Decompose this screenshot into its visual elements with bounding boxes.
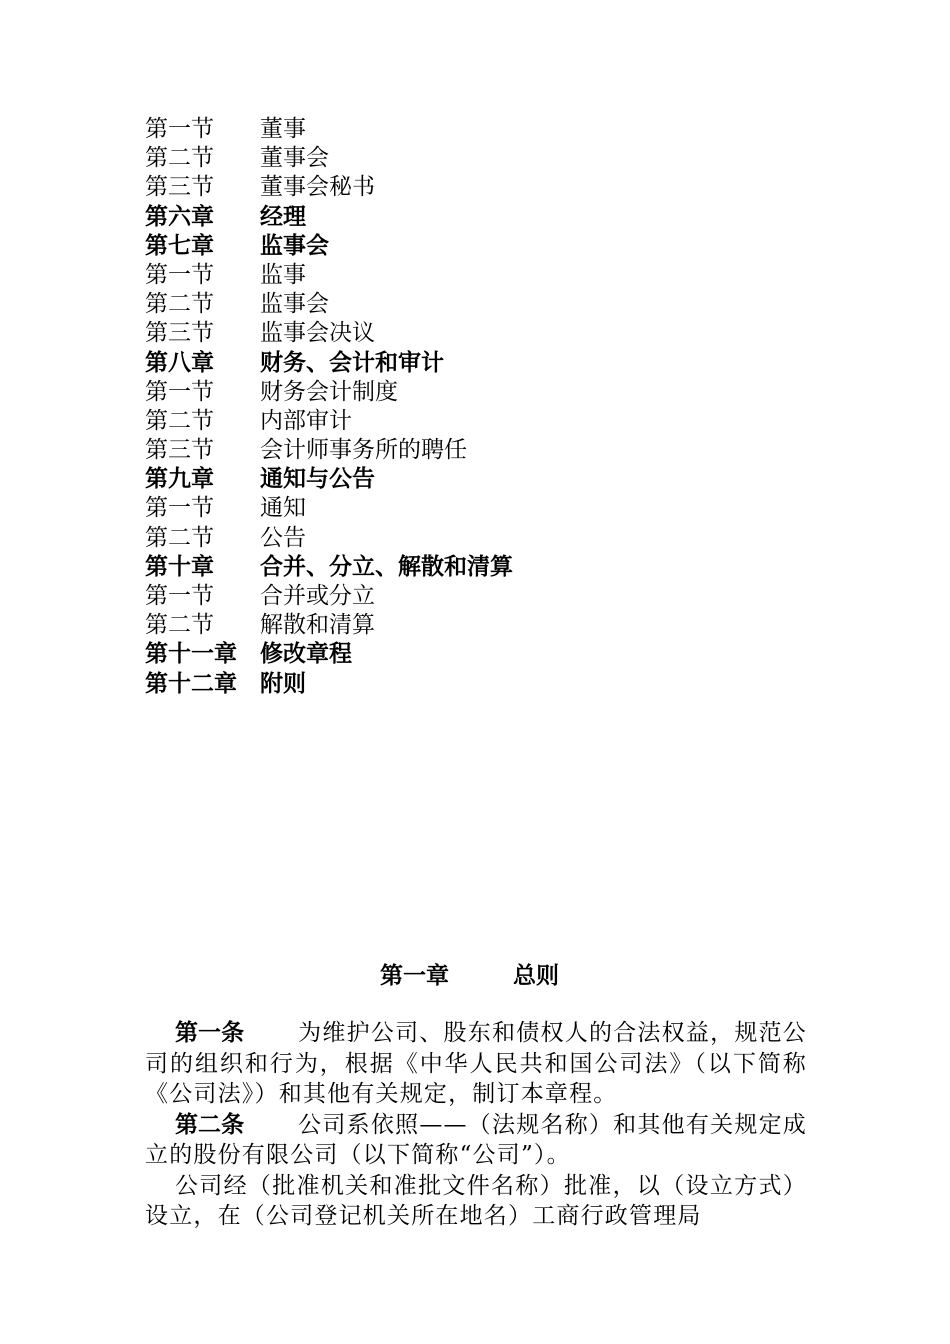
toc-entry-title: 监事会 <box>260 291 329 318</box>
toc-entry-number: 第二节 <box>145 145 214 172</box>
chapter-number: 第一章 <box>380 963 449 989</box>
chapter-body <box>145 1018 807 1232</box>
toc-entry-number: 第八章 <box>145 349 214 376</box>
toc-entry-title: 通知 <box>260 495 306 522</box>
toc-entry-title: 监事会 <box>260 232 329 259</box>
table-of-contents <box>145 115 845 699</box>
toc-entry <box>145 203 845 232</box>
toc-entry-number: 第一节 <box>145 378 214 405</box>
toc-entry <box>145 349 845 378</box>
toc-entry-number: 第二节 <box>145 291 214 318</box>
toc-entry-number: 第二节 <box>145 524 214 551</box>
toc-entry-number: 第一节 <box>145 261 214 288</box>
toc-entry-title: 监事 <box>260 261 306 288</box>
toc-entry <box>145 319 845 348</box>
toc-entry-title: 会计师事务所的聘任 <box>260 437 467 464</box>
toc-entry <box>145 553 845 582</box>
toc-entry <box>145 173 845 202</box>
toc-entry-number: 第二节 <box>145 612 214 639</box>
article-label: 第一条 <box>175 1020 245 1046</box>
toc-entry <box>145 670 845 699</box>
toc-entry-number: 第七章 <box>145 232 214 259</box>
toc-entry-title: 财务、会计和审计 <box>260 349 444 376</box>
toc-entry-number: 第一节 <box>145 495 214 522</box>
toc-entry <box>145 436 845 465</box>
toc-entry-number: 第九章 <box>145 466 214 493</box>
chapter-title: 总则 <box>513 963 559 989</box>
article-paragraph <box>145 1018 807 1110</box>
toc-entry-title: 合并、分立、解散和清算 <box>260 553 513 580</box>
toc-entry-title: 解散和清算 <box>260 612 375 639</box>
toc-entry <box>145 494 845 523</box>
toc-entry <box>145 378 845 407</box>
toc-entry-number: 第十章 <box>145 553 214 580</box>
article-paragraph <box>145 1171 807 1232</box>
toc-entry <box>145 465 845 494</box>
toc-entry-title: 监事会决议 <box>260 320 375 347</box>
toc-entry-title: 董事会 <box>260 145 329 172</box>
toc-entry-number: 第三节 <box>145 320 214 347</box>
article-text: 公司系依照——（法规名称）和其他有关规定成立的股份有限公司（以下简称“公司”）。 <box>145 1111 808 1168</box>
toc-entry-number: 第三节 <box>145 174 214 201</box>
toc-entry-title: 董事会秘书 <box>260 174 375 201</box>
article-text: 为维护公司、股东和债权人的合法权益，规范公司的组织和行为，根据《中华人民共和国公司法》（以下简称《公司法》）和其他有关规定，制订本章程。 <box>145 1020 808 1107</box>
toc-entry <box>145 611 845 640</box>
toc-entry-title: 通知与公告 <box>260 466 375 493</box>
toc-entry-title: 公告 <box>260 524 306 551</box>
toc-entry <box>145 261 845 290</box>
article-text: 公司经（批准机关和准批文件名称）批准，以（设立方式）设立，在（公司登记机关所在地名）工商行政管理局 <box>145 1172 807 1229</box>
toc-entry-number: 第十一章 <box>145 641 237 668</box>
chapter-heading <box>380 960 559 992</box>
toc-entry <box>145 232 845 261</box>
toc-entry <box>145 144 845 173</box>
toc-entry <box>145 524 845 553</box>
toc-entry <box>145 407 845 436</box>
toc-entry <box>145 290 845 319</box>
toc-entry <box>145 582 845 611</box>
article-label: 第二条 <box>175 1111 245 1138</box>
toc-entry-number: 第二节 <box>145 407 214 434</box>
toc-entry-title: 内部审计 <box>260 407 352 434</box>
toc-entry <box>145 640 845 669</box>
article-paragraph <box>145 1110 807 1171</box>
toc-entry-title: 经理 <box>260 203 306 230</box>
toc-entry-title: 财务会计制度 <box>260 378 398 405</box>
toc-entry-title: 附则 <box>260 670 306 697</box>
toc-entry-number: 第六章 <box>145 203 214 230</box>
toc-entry <box>145 115 845 144</box>
toc-entry-number: 第三节 <box>145 437 214 464</box>
toc-entry-title: 董事 <box>260 116 306 142</box>
toc-entry-title: 修改章程 <box>260 641 352 668</box>
toc-entry-number: 第一节 <box>145 583 214 609</box>
toc-entry-title: 合并或分立 <box>260 583 375 609</box>
toc-entry-number: 第十二章 <box>145 670 237 697</box>
toc-entry-number: 第一节 <box>145 116 214 142</box>
